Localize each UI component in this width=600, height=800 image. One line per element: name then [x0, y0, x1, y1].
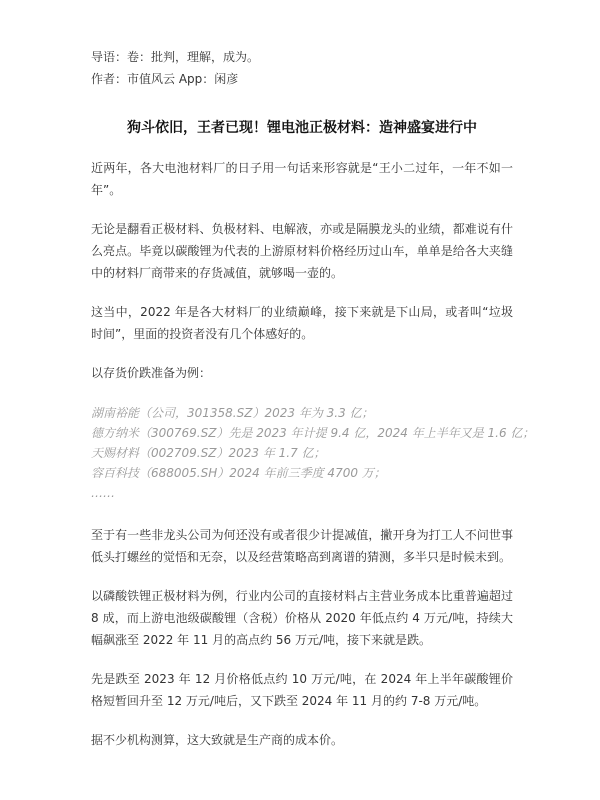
paragraph: 无论是翻看正极材料、负极材料、电解液，亦或是隔膜龙头的业绩，都难说有什么亮点。毕竟以碳酸锂为代表的上游原材料价格经历过山车，单单是给各大夹缝中的材料厂商带来的存货减值，就够喝一壶的。	[91, 222, 513, 280]
list-item: 德方纳米（300769.SZ）先是 2023 年计提 9.4 亿，2024 年上半年又是 1.6 亿；	[91, 426, 535, 440]
impairment-examples-list	[91, 403, 535, 503]
paragraph: 据不少机构测算，这大致就是生产商的成本价。	[91, 733, 344, 747]
article	[91, 46, 535, 751]
paragraph: 以磷酸铁锂正极材料为例，行业内公司的直接材料占主营业务成本比重普遍超过 8 成，而上游电池级碳酸锂（含税）价格从 2020 年低点约 4 万元/吨，持续大幅飙涨至 2022 年 11 月的高点约 56 万元/吨，接下来就是跌。	[91, 589, 513, 647]
article-title: 狗斗依旧，王者已现！锂电池正极材料：造神盛宴进行中	[127, 120, 477, 136]
list-item-ellipsis: ……	[91, 486, 115, 500]
list-intro-paragraph: 以存货价跌准备为例：	[91, 366, 212, 380]
list-item: 容百科技（688005.SH）2024 年前三季度 4700 万；	[91, 466, 386, 480]
article-lead: 导语：卷：批判，理解，成为。	[91, 50, 260, 64]
paragraph: 近两年，各大电池材料厂的日子用一句话来形容就是“王小二过年，一年不如一年”。	[91, 161, 513, 197]
paragraph: 至于有一些非龙头公司为何还没有或者很少计提减值，撇开身为打工人不问世事低头打螺丝的觉悟和无奈，以及经营策略高到离谱的猜测，多半只是时候未到。	[91, 528, 513, 564]
list-item: 天赐材料（002709.SZ）2023 年 1.7 亿；	[91, 446, 326, 460]
paragraph: 先是跌至 2023 年 12 月价格低点约 10 万元/吨，在 2024 年上半年碳酸锂价格短暂回升至 12 万元/吨后，又下跌至 2024 年 11 月的约 7-8 万元/吨。	[91, 672, 513, 708]
article-author: 作者：市值风云 App：闲彦	[91, 72, 239, 86]
list-item: 湖南裕能（公司，301358.SZ）2023 年为 3.3 亿；	[91, 406, 374, 420]
paragraph: 这当中，2022 年是各大材料厂的业绩巅峰，接下来就是下山局，或者叫“垃圾时间”，里面的投资者没有几个体感好的。	[91, 305, 513, 341]
